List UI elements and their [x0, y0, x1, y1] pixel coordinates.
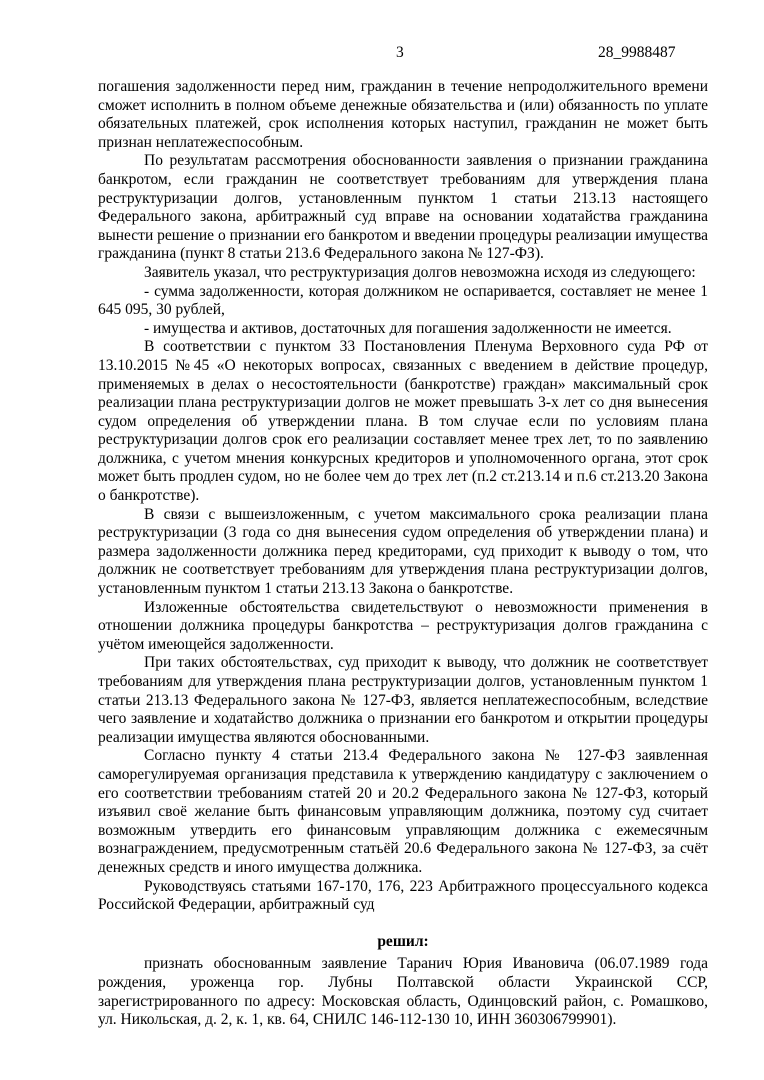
- paragraph-7: В связи с вышеизложенным, с учетом максимального срока реализации плана реструктуризации (3 года со дня вынесения судом определения об утверждении плана) и размера задолженности должника перед кредиторами, суд приходит к выводу о том, что должник не соответствует требованиям для утверждения плана реструктуризации долгов, установленным пунктом 1 статьи 213.13 Закона о банкротстве.: [98, 505, 708, 598]
- final-paragraph: признать обоснованным заявление Таранич Юрия Ивановича (06.07.1989 года рождения, уроженца гор. Лубны Полтавской области Украинской ССР, зарегистрированного по адресу: Московская область, Одинцовский район, с. Ромашково, ул. Никольская, д. 2, к. 1, кв. 64, СНИЛС 146-112-130 10, ИНН 360306799901).: [98, 955, 708, 1029]
- paragraph-11: Руководствуясь статьями 167-170, 176, 223 Арбитражного процессуального кодекса Российской Федерации, арбитражный суд: [98, 877, 708, 914]
- paragraph-6: В соответствии с пунктом 33 Постановления Пленума Верховного суда РФ от 13.10.2015 №45 «О некоторых вопросах, связанных с введением в действие процедур, применяемых в делах о несостоятельности (банкротстве) граждан» максимальный срок реализации плана реструктуризации долгов не может превышать 3-х лет со дня вынесения судом определения об утверждении плана. В том случае если по условиям плана реструктуризации долгов срок его реализации составляет менее трех лет, то по заявлению должника, с учетом мнения конкурсных кредиторов и уполномоченного органа, этот срок может быть продлен судом, но не более чем до трех лет (п.2 ст.213.14 и п.6 ст.213.20 Закона о банкротстве).: [98, 338, 708, 505]
- paragraph-3: Заявитель указал, что реструктуризация долгов невозможна исходя из следующего:: [144, 263, 696, 281]
- paragraph-5: - имущества и активов, достаточных для погашения задолженности не имеется.: [144, 319, 672, 337]
- paragraph-9: При таких обстоятельствах, суд приходит к выводу, что должник не соответствует требованиям для утверждения плана реструктуризации долгов, установленным пунктом 1 статьи 213.13 Федерального закона № 127-ФЗ, является неплатежеспособным, вследствие чего заявление и ходатайство должника о признании его банкротом и открытии процедуры реализации имущества являются обоснованными.: [98, 654, 708, 746]
- paragraph-2: По результатам рассмотрения обоснованности заявления о признании гражданина банкротом, если гражданин не соответствует требованиям для утверждения плана реструктуризации долгов, установленным пунктом 1 статьи 213.13 настоящего Федерального закона, арбитражный суд вправе на основании ходатайства гражданина вынести решение о признании его банкротом и введении процедуры реализации имущества гражданина (пункт 8 статьи 213.6 Федерального закона № 127-ФЗ).: [98, 152, 708, 263]
- paragraph-1: погашения задолженности перед ним, гражданин в течение непродолжительного времени сможет исполнить в полном объеме денежные обязательства и (или) обязанность по уплате обязательных платежей, срок исполнения которых наступил, гражданин не может быть признан неплатежеспособным.: [98, 78, 708, 151]
- page-number: 3: [396, 44, 404, 61]
- resolved-heading: решил:: [377, 932, 429, 950]
- case-number: 28_9988487: [598, 44, 676, 61]
- paragraph-4: - сумма задолженности, которая должником не оспаривается, составляет не менее 1 645 095, 30 рублей,: [98, 282, 708, 319]
- paragraph-8: Изложенные обстоятельства свидетельствуют о невозможности применения в отношении должника процедуры банкротства – реструктуризация долгов гражданина с учётом имеющейся задолженности.: [98, 598, 708, 653]
- paragraph-10: Согласно пункту 4 статьи 213.4 Федерального закона № 127-ФЗ заявленная саморегулируемая организация представила к утверждению кандидатуру с заключением о его соответствии требованиям статей 20 и 20.2 Федерального закона № 127-ФЗ, который изъявил своё желание быть финансовым управляющим должника, поэтому суд считает возможным утвердить его финансовым управляющим должника с ежемесячным вознаграждением, предусмотренным статьёй 20.6 Федерального закона № 127-ФЗ, за счёт денежных средств и иного имущества должника.: [98, 747, 708, 876]
- document-body: [98, 78, 708, 1030]
